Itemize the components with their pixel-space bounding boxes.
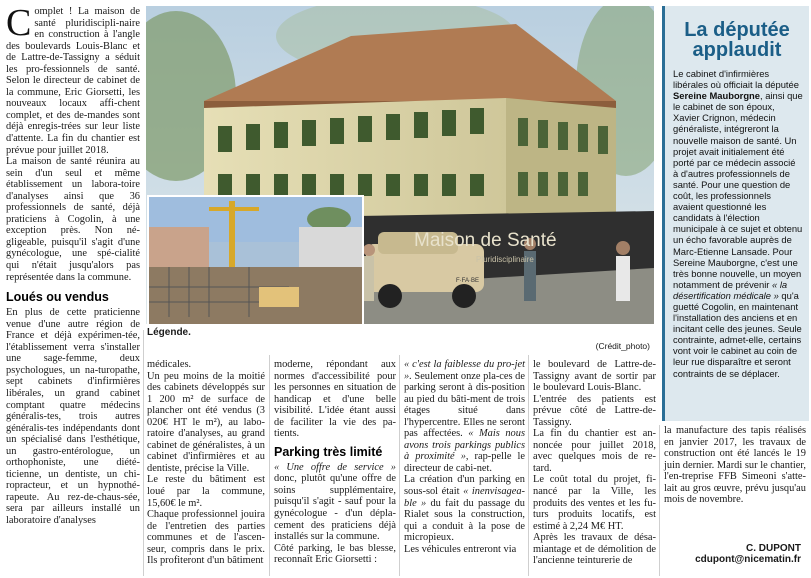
construction-site-image [149,197,362,324]
article-column-1 [6,2,140,527]
paragraph: la manufacture des tapis réalisés en janvier 2017, les travaux de construction ont été lancés le 19 juin dernier. Mardi sur le chantier, l'en-treprise FFB Simeoni s'atte-lait au gros œuvre, prévu jusqu'au mois de novembre. [664,425,806,506]
author-signature [661,543,801,565]
column-divider [399,355,400,576]
column-divider [143,330,144,576]
paragraph: L'entrée des patients est prévue côté de Lattre-de-Tassigny. [533,393,656,428]
paragraph: Côté parking, le bas blesse, reconnaît Eric Giorsetti : [274,542,396,566]
sign-title: Maison de Santé [414,230,557,251]
paragraph: moderne, répondant aux normes d'accessibilité pour les personnes en situation de handicap et d'une belle visibilité. L'idée étant aussi de faciliter la vie des pa-tients. [274,359,396,440]
drop-cap: C [6,2,32,44]
column-divider [269,355,270,576]
article-column-3 [274,359,396,566]
paragraph: Les véhicules entreront via [404,543,517,555]
author-name: C. DUPONT [746,543,801,554]
photo-credit: (Crédit_photo) [595,341,650,351]
author-email: cdupont@nicematin.fr [695,554,801,565]
article-column-4 [404,359,525,555]
column-divider [528,355,529,576]
paragraph: Le reste du bâtiment est loué par la commune, 15,60€ le m². [147,474,265,509]
deputy-name: Sereine Mauborgne [673,90,760,102]
subheading-loues-ou-vendus: Loués ou vendus [6,290,109,305]
subheading-parking: Parking très limité [274,444,383,459]
paragraph: Un peu moins de la moitié des cabinets développés sur 1 200 m² de surface de plancher ont été vendus (3 020€ HT le m²), au labo-ratoire d'analyses, au grand cabinet de généralistes, à un cabinet d'infirmières et au dentiste, précise la Ville. [147,370,265,474]
paragraph: « Une offre de service » donc, plutôt qu'une offre de soins supplémentaire, puisqu'il s'agit - sauf pour la gynécologue - d'un dépla-cement des praticiens déjà installés sur la commune. [274,461,396,543]
paragraph: En plus de cette praticienne venue d'une autre région de France et déjà expérimen-tée, l'établissement verra s'installer une sage-femme, deux psychologues, un na-turopathe, sept cabinets d'infirmières libérales, un grand cabinet comptant quatre médecins généralis-tes, trois autres généralis-tes indépendants dont un spécialisé dans l'esthétique, un gastro-entérologue, un orthophoniste, une diété-ticienne, un dentiste, un chi-ropracteur, et un hypnothé-rapeute. Au rez-de-chaus-sée, sera par ailleurs installé un laboratoire d'analyses [6,307,140,526]
article-column-6 [664,425,806,506]
paragraph: « c'est la faiblesse du pro-jet ». Seulement onze pla-ces de parking seront à dis-position au pied du bâti-ment de trois étages situé dans l'hypercentre. Elles ne seront pas affectées. « Mais nous avons trois parkings publics à proximité », rap-pelle le directeur de cabi-net. [404,359,525,474]
article-column-5 [533,359,656,567]
sign-subtitle: Pluridisciplinaire [476,255,534,264]
license-plate: F·FA·BE [456,278,480,284]
construction-inset-photo [147,195,364,326]
sidebar-title: La députée applaudit [684,19,790,61]
paragraph: La création d'un parking en sous-sol était « inenvisagea-ble » du fait du passage du Rialet sous la construction, qui a conduit à la pose de micropieux. [404,474,525,544]
intro-paragraph: Complet ! La maison de santé pluridiscipli-naire en construction à l'angle des boulevards Louis-Blanc et de Lattre-de-Tassigny a séduit les pro-fessionnels de santé. Selon le directeur de cabinet de la commune, Eric Giorsetti, les nouveaux locaux affi-chent complet, et des de-mandes sont déjà enregis-trées sur leur liste d'attente. La fin du chantier est prévue pour juillet 2018. [6,2,140,156]
paragraph: médicales. [147,359,192,370]
photo-legend: Légende. [147,327,191,338]
paragraph: Chaque professionnel jouira de l'entretien des parties communes et de l'ascen-seur, compris dans le prix. Ils profiteront d'un bâtiment [147,509,265,567]
sidebar-text: Le cabinet d'infirmières libérales où officiait la députée Sereine Mauborgne, ainsi que le cabinet de son époux, Xavier Crignon, médecin généraliste, intégreront la nouvelle maison de santé. Un projet avait initialement été porté par ce médecin associé à d'autres professionnels de santé. Pour une question de coût, les professionnels avaient questionné les candidats à l'élection municipale à ce sujet et obtenu un écho favorable auprès de Marc-Etienne Lansade. Pour Sereine Mauborgne, c'est une très bonne nouvelle, un moyen notamment de prévenir « la désertification médicale » qu'a guetté Cogolin, en maintenant l'installation des anciens et en incitant celle des jeunes. Seule contrainte, admet-elle, certains vont voir le cabinet au coin de leur rue disparaître et seront contraints de se déplacer. [673,68,803,379]
column-divider [659,425,660,576]
article-column-2 [147,359,265,567]
paragraph: La fin du chantier est an-noncée pour juillet 2018, avec quelques mois de re-tard. [533,428,656,474]
sidebar-box [662,6,809,421]
paragraph: le boulevard de Lattre-de-Tassigny avant de sortir par le boulevard Louis-Blanc. [533,359,656,394]
paragraph: Le coût total du projet, fi-nancé par la Ville, les produits des ventes et les fu-turs produits locatifs, est estimé à 2,24 M€ HT. [533,474,656,532]
paragraph: Après les travaux de désa-miantage et de démolition de l'ancienne teinturerie de [533,532,656,567]
paragraph: La maison de santé réunira au sein d'un seul et même établissement un labora-toire d'analyses ainsi que 36 professionnels de santé, déjà praticiens à Cogolin, à une exception près. Non né-gligeable, puisqu'il s'agit d'une gynécologue, une spé-cialité qui n'était jusqu'alors pas représentée dans la commune. [6,156,140,283]
